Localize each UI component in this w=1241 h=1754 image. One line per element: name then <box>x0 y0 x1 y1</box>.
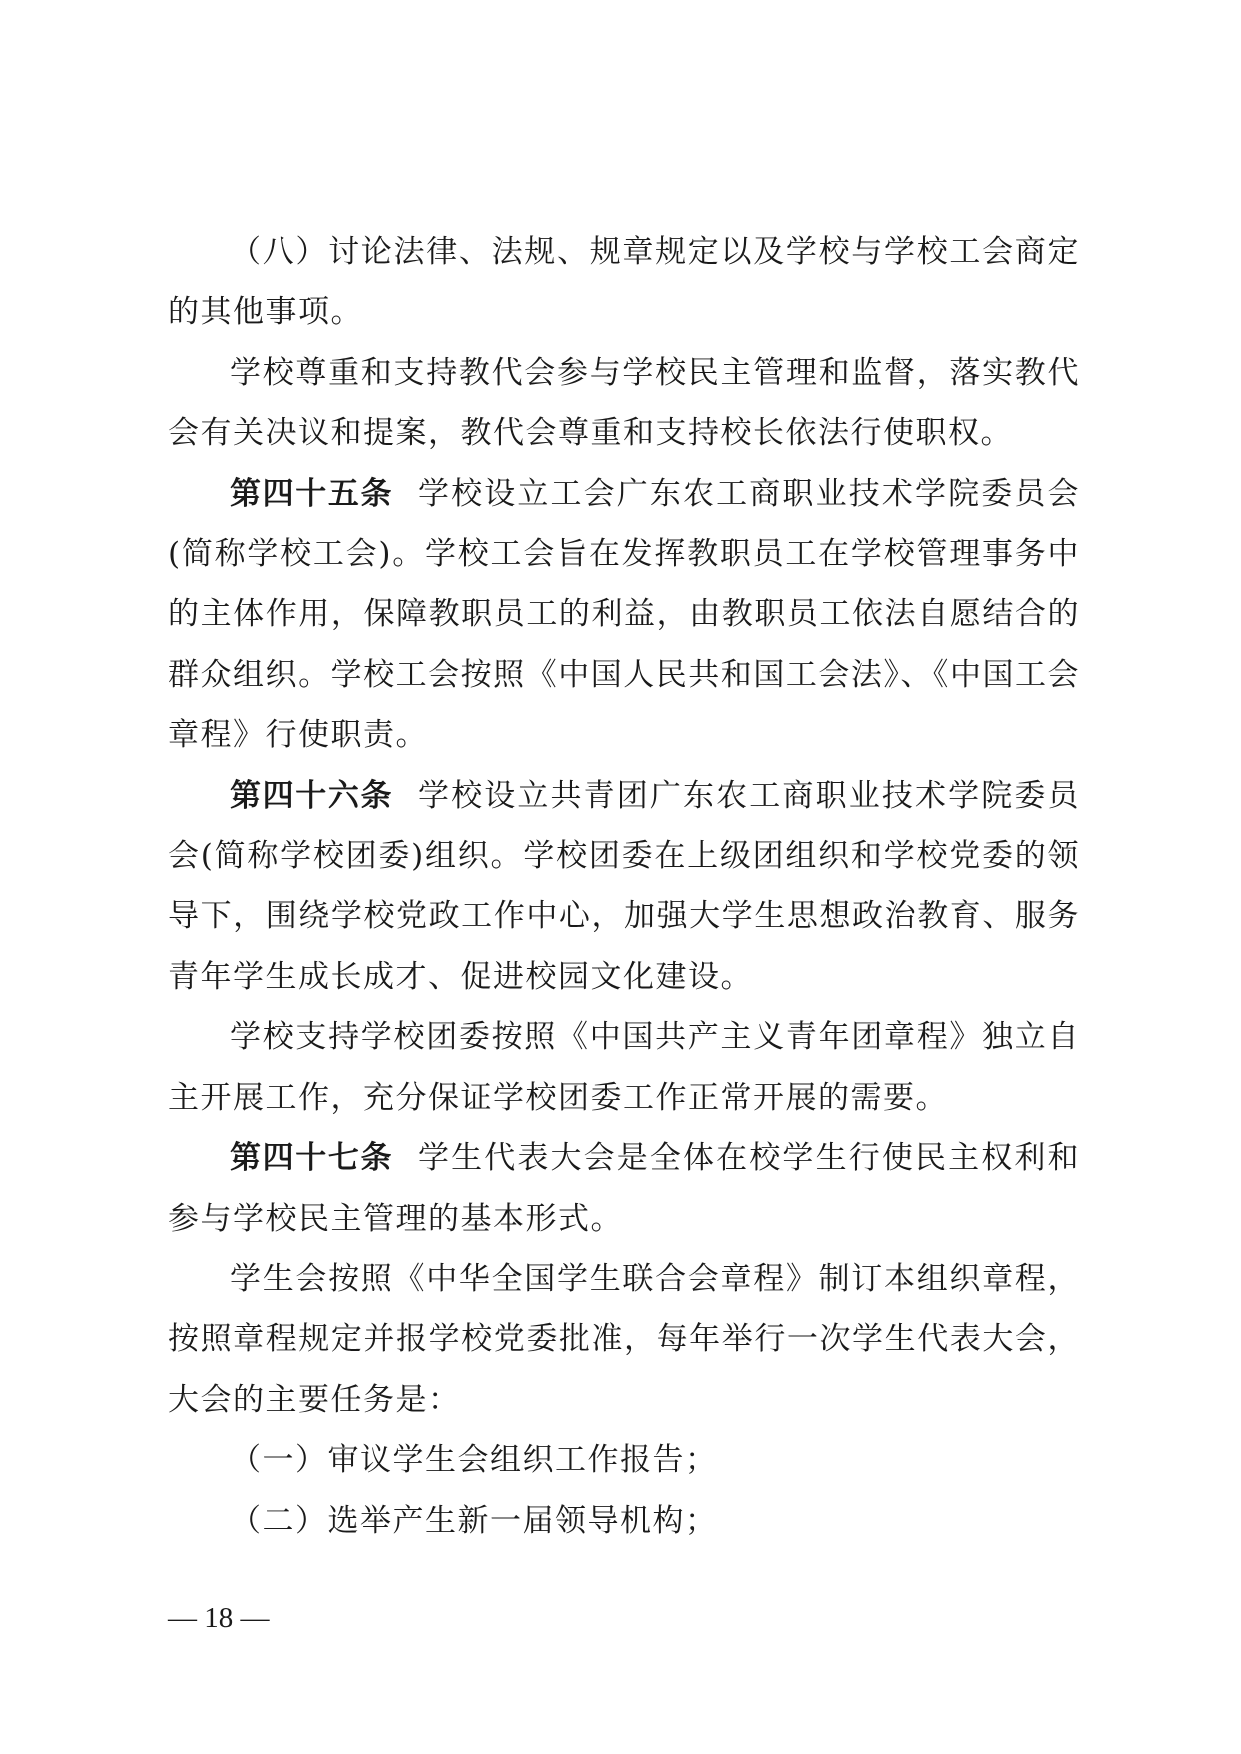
list-item <box>168 1430 1080 1490</box>
paragraph <box>168 222 1080 343</box>
article-paragraph <box>168 1128 1080 1249</box>
article-title: 第四十五条 <box>230 475 394 512</box>
article-title: 第四十七条 <box>230 1140 394 1177</box>
article-title: 第四十六条 <box>230 777 394 814</box>
paragraph-text: 学校支持学校团委按照《中国共产主义青年团章程》独立自主开展工作，充分保证学校团委工作正常开展的需要。 <box>168 1019 1080 1116</box>
paragraph-text: （二）选举产生新一届领导机构； <box>230 1502 718 1539</box>
article-paragraph <box>168 766 1080 1008</box>
paragraph <box>168 343 1080 464</box>
article-paragraph <box>168 464 1080 766</box>
paragraph <box>168 1007 1080 1128</box>
paragraph-text: （八）讨论法律、法规、规章规定以及学校与学校工会商定的其他事项。 <box>168 234 1080 331</box>
paragraph <box>168 1249 1080 1430</box>
paragraph-text: 学校设立共青团广东农工商职业技术学院委员会(简称学校团委)组织。学校团委在上级团组织和学校党委的领导下，围绕学校党政工作中心，加强大学生思想政治教育、服务青年学生成长成才、促进校园文化建设。 <box>168 777 1081 995</box>
list-item <box>168 1491 1080 1551</box>
page-number: — 18 — <box>168 1602 270 1634</box>
paragraph-text: （一）审议学生会组织工作报告； <box>230 1442 718 1479</box>
paragraph-text: 学校尊重和支持教代会参与学校民主管理和监督，落实教代会有关决议和提案，教代会尊重和支持校长依法行使职权。 <box>168 354 1080 452</box>
paragraph-text: 学生代表大会是全体在校学生行使民主权利和参与学校民主管理的基本形式。 <box>168 1140 1081 1237</box>
paragraph-text: 学校设立工会广东农工商职业技术学院委员会(简称学校工会)。学校工会旨在发挥教职员工在学校管理事务中的主体作用，保障教职员工的利益，由教职员工依法自愿结合的群众组织。学校工会按照《中国人民共和国工会法》、《中国工会章程》行使职责。 <box>168 475 1081 754</box>
document-body <box>168 222 1080 1551</box>
paragraph-text: 学生会按照《中华全国学生联合会章程》制订本组织章程，按照章程规定并报学校党委批准，每年举行一次学生代表大会，大会的主要任务是： <box>168 1260 1080 1418</box>
